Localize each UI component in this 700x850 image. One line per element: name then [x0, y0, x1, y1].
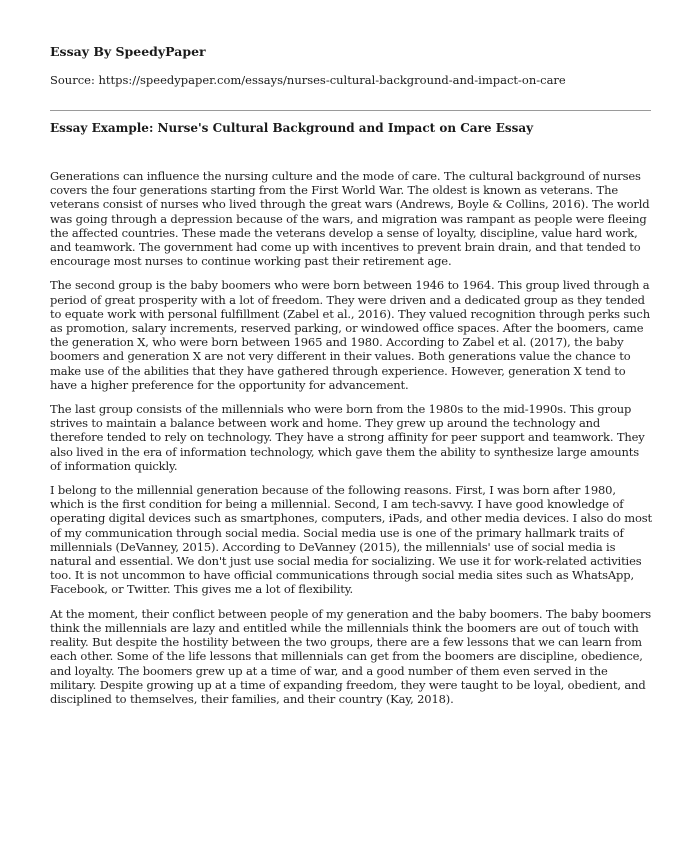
essay-title: Essay Example: Nurse's Cultural Background and Impact on Care Essay	[50, 121, 534, 135]
source-line: Source: https://speedypaper.com/essays/nurses-cultural-background-and-impact-on-care	[50, 73, 566, 87]
brand-heading: Essay By SpeedyPaper	[50, 44, 206, 59]
paragraph-5: At the moment, their conflict between people of my generation and the baby boomers. The baby boomers think the millennials are lazy and entitled while the millennials think the boomers are out of touch with reality. But despite the hostility between the two groups, there are a few lessons that we can learn from each other. Some of the life lessons that millennials can get from the boomers are discipline, obedience, and loyalty. The boomers grew up at a time of war, and a good number of them even served in the military. Despite growing up at a time of expanding freedom, they were taught to be loyal, obedient, and disciplined to themselves, their families, and their country (Kay, 2018).	[50, 606, 652, 706]
paragraph-1: Generations can influence the nursing culture and the mode of care. The cultural background of nurses covers the four generations starting from the First World War. The oldest is known as veterans. The veterans consist of nurses who lived through the great wars (Andrews, Boyle & Collins, 2016). The world was going through a depression because of the wars, and migration was rampant as people were fleeing the affected countries. These made the veterans develop a sense of loyalty, discipline, value hard work, and teamwork. The government had come up with incentives to prevent brain drain, and that tended to encourage most nurses to continue working past their retirement age.	[50, 169, 650, 269]
paragraph-3: The last group consists of the millennials who were born from the 1980s to the mid-1990s. This group strives to maintain a balance between work and home. They grew up around the technology and therefore tended to rely on technology. They have a strong affinity for peer support and teamwork. They also lived in the era of information technology, which gave them the ability to synthesize large amounts of information quickly.	[50, 402, 645, 473]
header-divider	[50, 110, 651, 111]
paragraph-2: The second group is the baby boomers who were born between 1946 to 1964. This group lived through a period of great prosperity with a lot of freedom. They were driven and a dedicated group as they tended to equate work with personal fulfillment (Zabel et al., 2016). They valued recognition through perks such as promotion, salary increments, reserved parking, or windowed office spaces. After the boomers, came the generation X, who were born between 1965 and 1980. According to Zabel et al. (2017), the baby boomers and generation X are not very different in their values. Both generations value the chance to make use of the abilities that they have gathered through experience. However, generation X tend to have a higher preference for the opportunity for advancement.	[50, 278, 650, 392]
paragraph-4: I belong to the millennial generation because of the following reasons. First, I was born after 1980, which is the first condition for being a millennial. Second, I am tech-savvy. I have good knowledge of operating digital devices such as smartphones, computers, iPads, and other media devices. I also do most of my communication through social media. Social media use is one of the primary hallmark traits of millennials (DeVanney, 2015). According to DeVanney (2015), the millennials' use of social media is natural and essential. We don't just use social media for socializing. We use it for work-related activities too. It is not uncommon to have official communications through social media sites such as WhatsApp, Facebook, or Twitter. This gives me a lot of flexibility.	[50, 483, 652, 597]
essay-body	[50, 169, 652, 716]
